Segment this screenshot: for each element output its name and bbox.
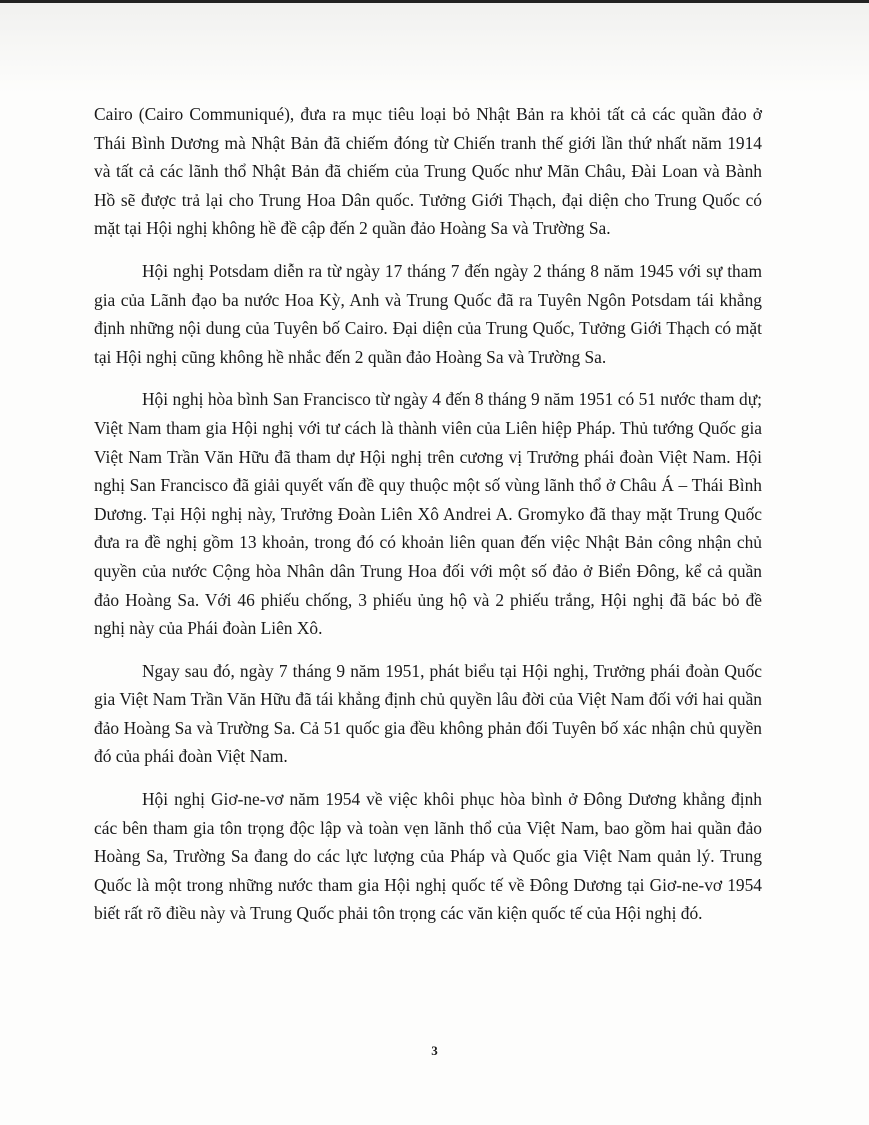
scan-shadow: [0, 3, 869, 93]
paragraph-cairo: Cairo (Cairo Communiqué), đưa ra mục tiêu loại bỏ Nhật Bản ra khỏi tất cả các quần đảo ở Thái Bình Dương mà Nhật Bản đã chiếm đóng từ Chiến tranh thế giới lần thứ nhất năm 1914 và tất cả các lãnh thổ Nhật Bản đã chiếm của Trung Quốc như Mãn Châu, Đài Loan và Bành Hồ sẽ được trả lại cho Trung Hoa Dân quốc. Tưởng Giới Thạch, đại diện cho Trung Quốc có mặt tại Hội nghị không hề đề cập đến 2 quần đảo Hoàng Sa và Trường Sa.: [94, 104, 762, 239]
paragraph-potsdam: Hội nghị Potsdam diễn ra từ ngày 17 tháng 7 đến ngày 2 tháng 8 năm 1945 với sự tham gia của Lãnh đạo ba nước Hoa Kỳ, Anh và Trung Quốc đã ra Tuyên Ngôn Potsdam tái khẳng định những nội dung của Tuyên bố Cairo. Đại diện của Trung Quốc, Tưởng Giới Thạch có mặt tại Hội nghị cũng không hề nhắc đến 2 quần đảo Hoàng Sa và Trường Sa.: [94, 260, 762, 367]
paragraph-san-francisco: Hội nghị hòa bình San Francisco từ ngày 4 đến 8 tháng 9 năm 1951 có 51 nước tham dự; Việt Nam tham gia Hội nghị với tư cách là thành viên của Liên hiệp Pháp. Thủ tướng Quốc gia Việt Nam Trần Văn Hữu đã tham dự Hội nghị trên cương vị Trưởng phái đoàn Việt Nam. Hội nghị San Francisco đã giải quyết vấn đề quy thuộc một số vùng lãnh thổ ở Châu Á – Thái Bình Dương. Tại Hội nghị này, Trưởng Đoàn Liên Xô Andrei A. Gromyko đã thay mặt Trung Quốc đưa ra đề nghị gồm 13 khoản, trong đó có khoản liên quan đến việc Nhật Bản công nhận chủ quyền của nước Cộng hòa Nhân dân Trung Hoa đối với một số đảo ở Biển Đông, kể cả quần đảo Hoàng Sa. Với 46 phiếu chống, 3 phiếu ủng hộ và 2 phiếu trắng, Hội nghị đã bác bỏ đề nghị này của Phái đoàn Liên Xô.: [94, 389, 762, 639]
page-number: 3: [431, 1043, 438, 1058]
body-text: [94, 100, 762, 942]
paragraph-vietnam-statement: Ngay sau đó, ngày 7 tháng 9 năm 1951, phát biểu tại Hội nghị, Trưởng phái đoàn Quốc gia Việt Nam Trần Văn Hữu đã tái khẳng định chủ quyền lâu đời của Việt Nam đối với hai quần đảo Hoàng Sa và Trường Sa. Cả 51 quốc gia đều không phản đối Tuyên bố xác nhận chủ quyền đó của phái đoàn Việt Nam.: [94, 660, 762, 767]
paragraph-geneva: Hội nghị Giơ-ne-vơ năm 1954 về việc khôi phục hòa bình ở Đông Dương khẳng định các bên tham gia tôn trọng độc lập và toàn vẹn lãnh thổ của Việt Nam, bao gồm hai quần đảo Hoàng Sa, Trường Sa đang do các lực lượng của Pháp và Quốc gia Việt Nam quản lý. Trung Quốc là một trong những nước tham gia Hội nghị quốc tế về Đông Dương tại Giơ-ne-vơ 1954 biết rất rõ điều này và Trung Quốc phải tôn trọng các văn kiện quốc tế của Hội nghị đó.: [94, 789, 762, 924]
